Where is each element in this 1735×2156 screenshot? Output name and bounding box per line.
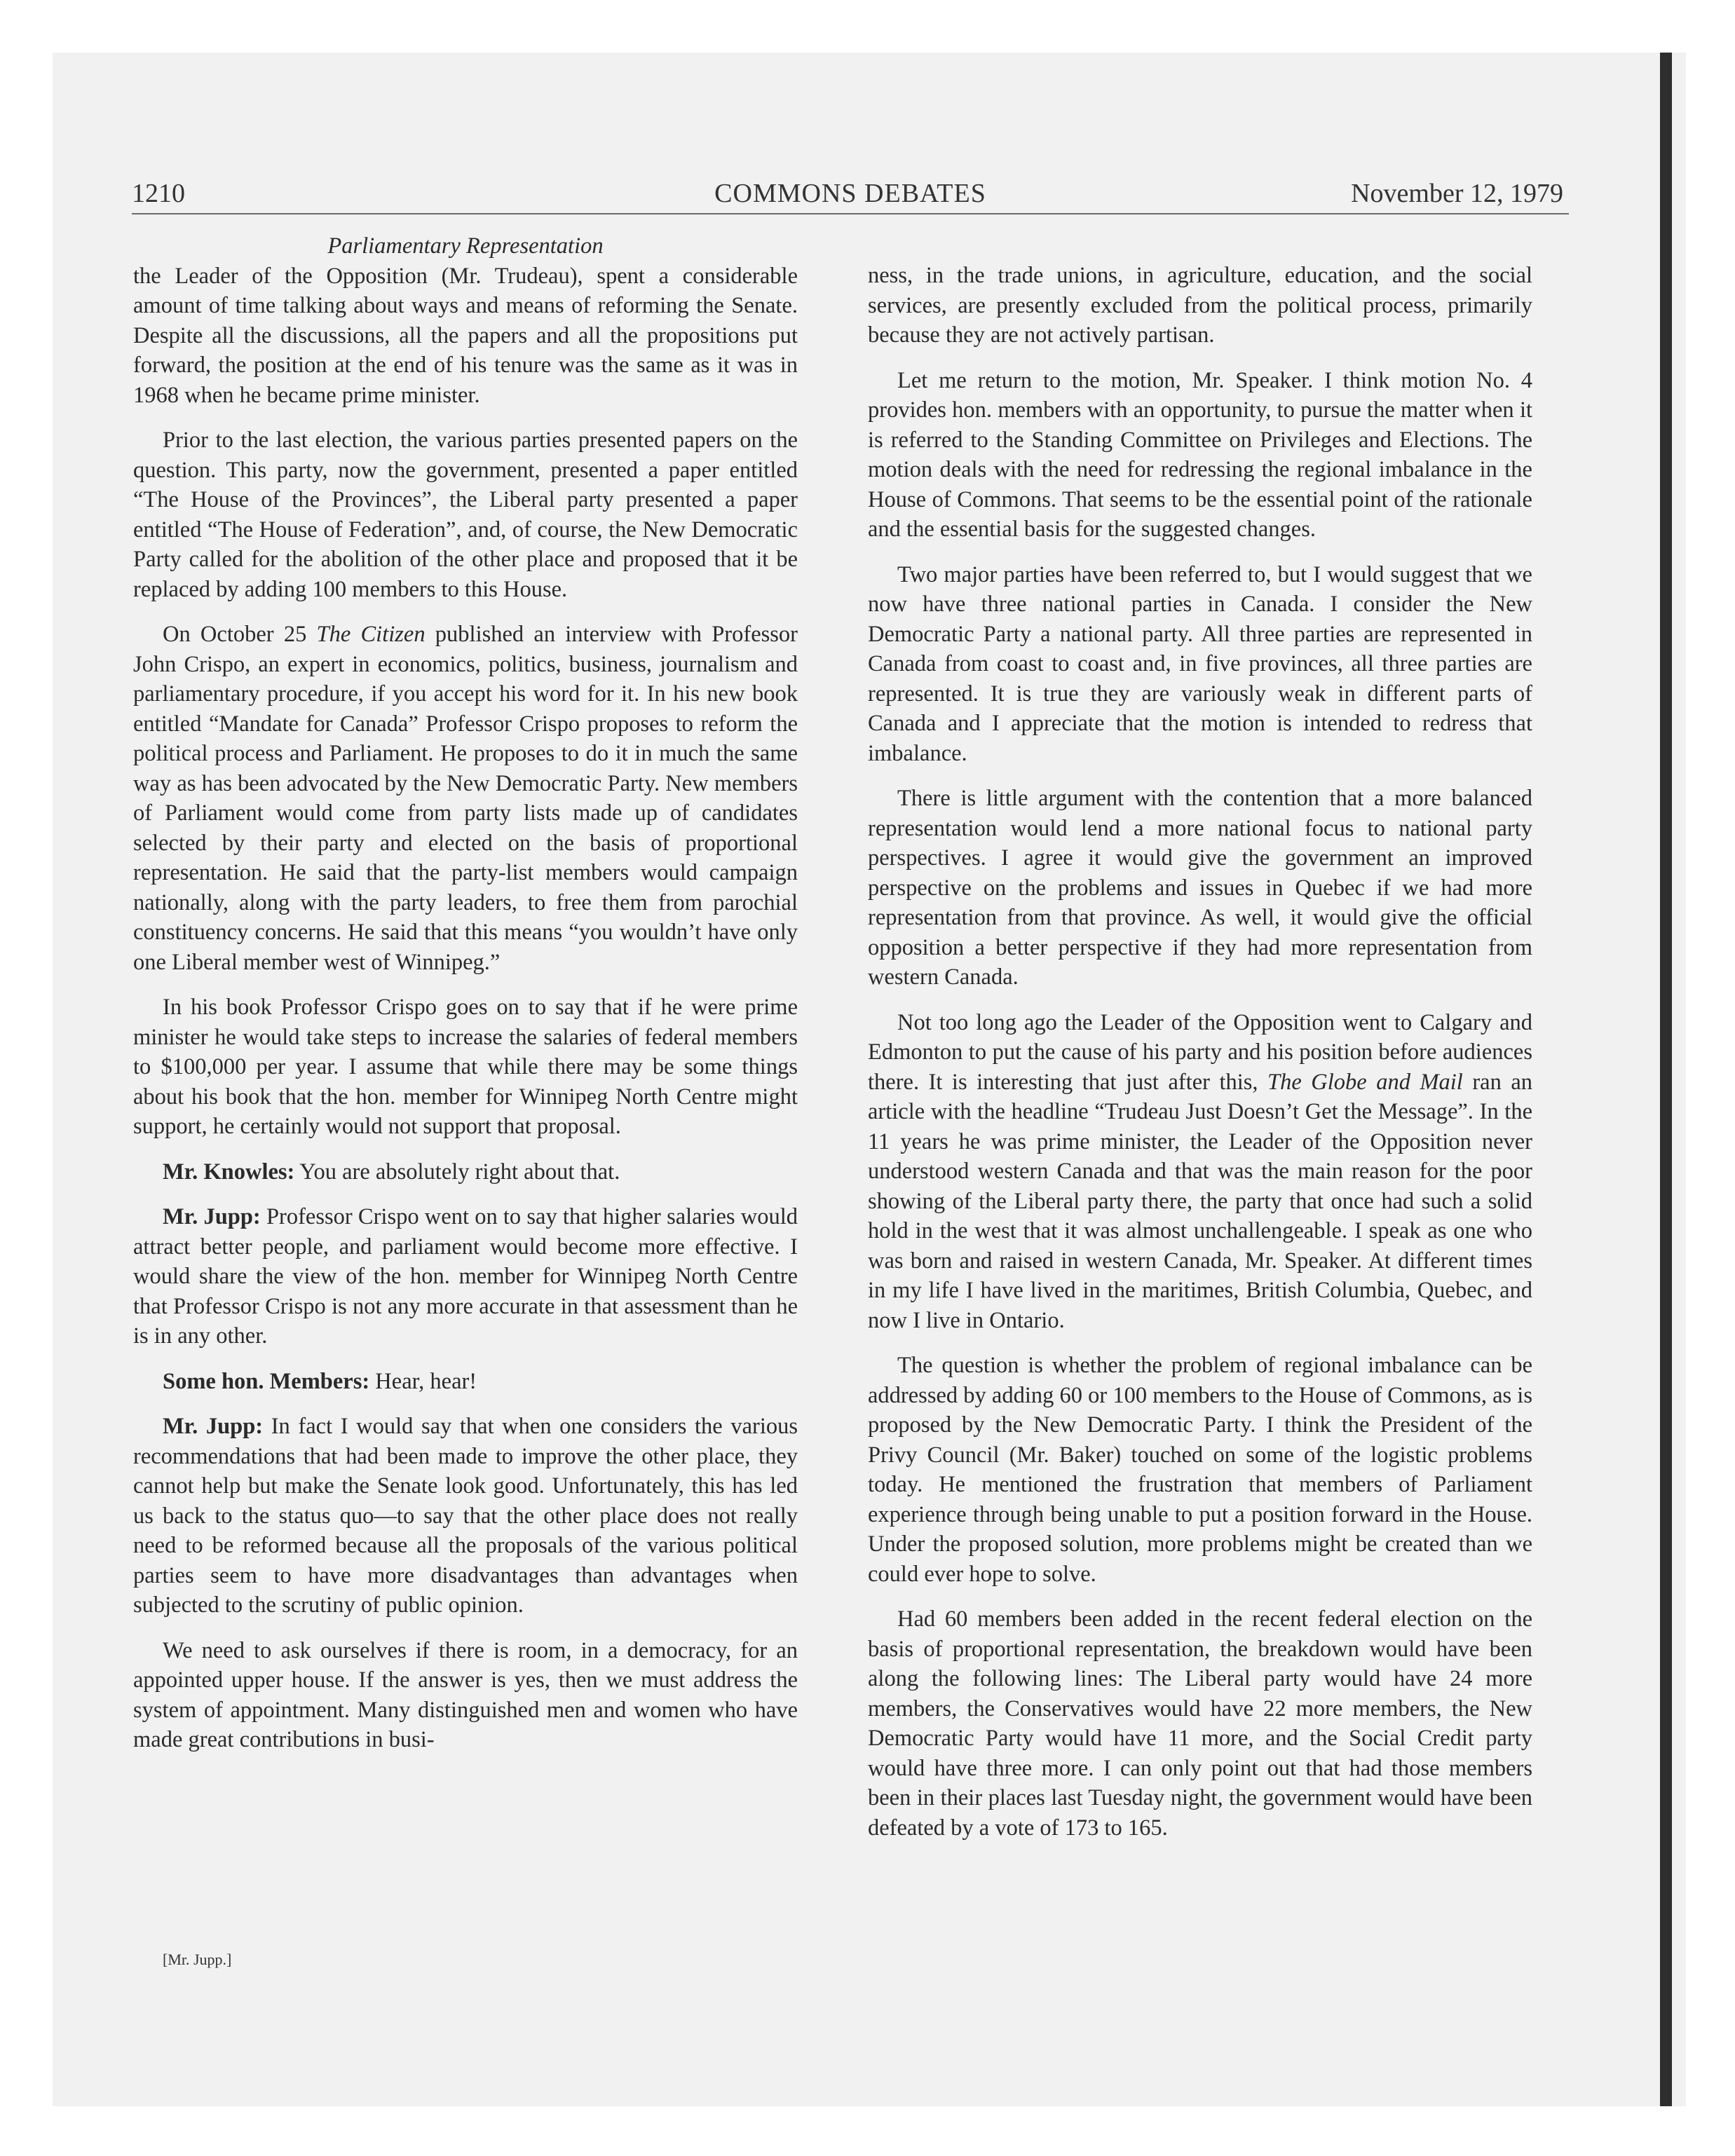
paragraph: In his book Professor Crispo goes on to say that if he were prime minister he would take steps to increase the salaries of federal members to $100,000 per year. I assume that while there may be some things about his book that the hon. member for Winnipeg North Centre might support, he certainly would not support that proposal. — [133, 995, 798, 1139]
page-number: 1210 — [132, 179, 185, 208]
paragraph — [868, 1008, 1532, 1336]
paragraph: Prior to the last election, the various parties presented papers on the question. This party, now the government, presented a paper entitled “The House of the Provinces”, the Liberal party presented a paper entitled “The House of Federation”, and, of course, the New Democratic Party called for the abolition of the other place and proposed that it be replaced by adding 100 members to this House. — [133, 428, 798, 602]
paragraph: We need to ask ourselves if there is room, in a democracy, for an appointed upper house. If the answer is yes, then we must address the system of appointment. Many distinguished men and women who have made great contributions in busi- — [133, 1637, 798, 1752]
paragraph-text: ran an article with the headline “Trudeau Just Doesn’t Get the Message”. In the 11 years he was prime minister, the Leader of the Opposition never understood western Canada and that was the main reason for the poor showing of the Liberal party there, the party that once had such a solid hold in the west that it was almost unchallengeable. I speak as one who was born and raised in western Canada, Mr. Speaker. At different times in my life I have lived in the maritimes, British Columbia, Quebec, and now I live in Ontario. — [868, 1069, 1533, 1333]
section-subheading: Parliamentary Representation — [327, 233, 604, 259]
speaker-name: Mr. Jupp: — [163, 1204, 261, 1229]
scan-edge-bar — [1660, 53, 1672, 2106]
speech — [133, 1412, 798, 1621]
speaker-name: Mr. Knowles: — [163, 1159, 295, 1185]
publication-title: COMMONS DEBATES — [714, 179, 986, 208]
paragraph-text: On October 25 — [163, 622, 317, 647]
page-header — [132, 174, 1569, 214]
speech — [133, 1367, 798, 1397]
paragraph-text: Not too long ago the Leader of the Opposition went to Calgary and Edmonton to put the cause of his party and his position before audiences there. It is interesting that just after this, — [868, 1009, 1532, 1095]
newspaper-title: The Citizen — [316, 622, 426, 647]
right-column — [868, 261, 1532, 1858]
speech-text: You are absolutely right about that. — [294, 1159, 620, 1185]
newspaper-title: The Globe and Mail — [1267, 1069, 1463, 1095]
publication-date: November 12, 1979 — [1351, 179, 1563, 208]
paragraph: ness, in the trade unions, in agriculture, education, and the social services, are presently excluded from the political process, primarily because they are not actively partisan. — [868, 263, 1532, 348]
speech-text: In fact I would say that when one considers the various recommendations that had been made to improve the other place, they cannot help but make the Senate look good. Unfortunately, this has led us back to the status quo—to say that the other place does not really need to be reformed because all the proposals of the various political parties seem to have more disadvantages than advantages when subjected to the scrutiny of public opinion. — [133, 1414, 798, 1618]
paragraph: Let me return to the motion, Mr. Speaker. I think motion No. 4 provides hon. members with an opportunity, to pursue the matter when it is referred to the Standing Committee on Privileges and Elections. The motion deals with the need for redressing the regional imbalance in the House of Commons. That seems to be the essential point of the rationale and the essential basis for the suggested changes. — [868, 367, 1532, 542]
paragraph-text: published an interview with Professor John Crispo, an expert in economics, politics, business, journalism and parliamentary procedure, if you accept his word for it. In his new book entitled “Mandate for Canada” Professor Crispo proposes to reform the political process and Parliament. He proposes to do it in much the same way as has been advocated by the New Democratic Party. New members of Parliament would come from party lists made up of candidates selected by their party and elected on the basis of proportional representation. He said that the party-list members would campaign nationally, along with the party leaders, to free them from parochial constituency concerns. He said that this means “you wouldn’t have only one Liberal member west of Winnipeg.” — [133, 622, 798, 975]
paragraph — [133, 620, 798, 977]
speaker-name: Mr. Jupp: — [163, 1414, 264, 1439]
paragraph: The question is whether the problem of regional imbalance can be addressed by adding 60 or 100 members to the House of Commons, as is proposed by the New Democratic Party. I think the President of the Privy Council (Mr. Baker) touched on some of the logistic problems today. He mentioned the frustration that members of Parliament experience through being unable to put a position forward in the House. Under the proposed solution, more problems might be created than we could ever hope to solve. — [868, 1353, 1532, 1587]
speaker-footer-note: [Mr. Jupp.] — [163, 1951, 232, 1968]
paragraph: There is little argument with the contention that a more balanced representation would lend a more national focus to national party perspectives. I agree it would give the government an improved perspective on the problems and issues in Quebec if we had more representation from that province. As well, it would give the official opposition a better perspective if they had more representation from western Canada. — [868, 786, 1532, 990]
paragraph: the Leader of the Opposition (Mr. Trudeau), spent a considerable amount of time talking about ways and means of reforming the Senate. Despite all the discussions, all the papers and all the propositions put forward, the position at the end of his tenure was the same as it was in 1968 when he became prime minister. — [133, 263, 798, 408]
speech-text: Professor Crispo went on to say that higher salaries would attract better people, and parliament would become more effective. I would share the view of the hon. member for Winnipeg North Centre that Professor Crispo is not any more accurate in that assessment than he is in any other. — [133, 1204, 798, 1349]
left-column — [133, 231, 798, 1770]
speech — [133, 1157, 798, 1187]
paragraph: Had 60 members been added in the recent federal election on the basis of proportional representation, the breakdown would have been along the following lines: The Liberal party would have 24 more members, the Conservatives would have 22 more members, the New Democratic Party would have 11 more, and the Social Credit party would have three more. I can only point out that had those members been in their places last Tuesday night, the government would have been defeated by a vote of 173 to 165. — [868, 1606, 1532, 1841]
speech-text: Hear, hear! — [369, 1368, 477, 1394]
paragraph: Two major parties have been referred to, but I would suggest that we now have three national parties in Canada. I consider the New Democratic Party a national party. All three parties are represented in Canada from coast to coast and, in five provinces, all three parties are represented. It is true they are variously weak in different parts of Canada and I appreciate that the motion is intended to redress that imbalance. — [868, 561, 1532, 766]
speaker-name: Some hon. Members: — [163, 1368, 370, 1394]
speech — [133, 1202, 798, 1351]
